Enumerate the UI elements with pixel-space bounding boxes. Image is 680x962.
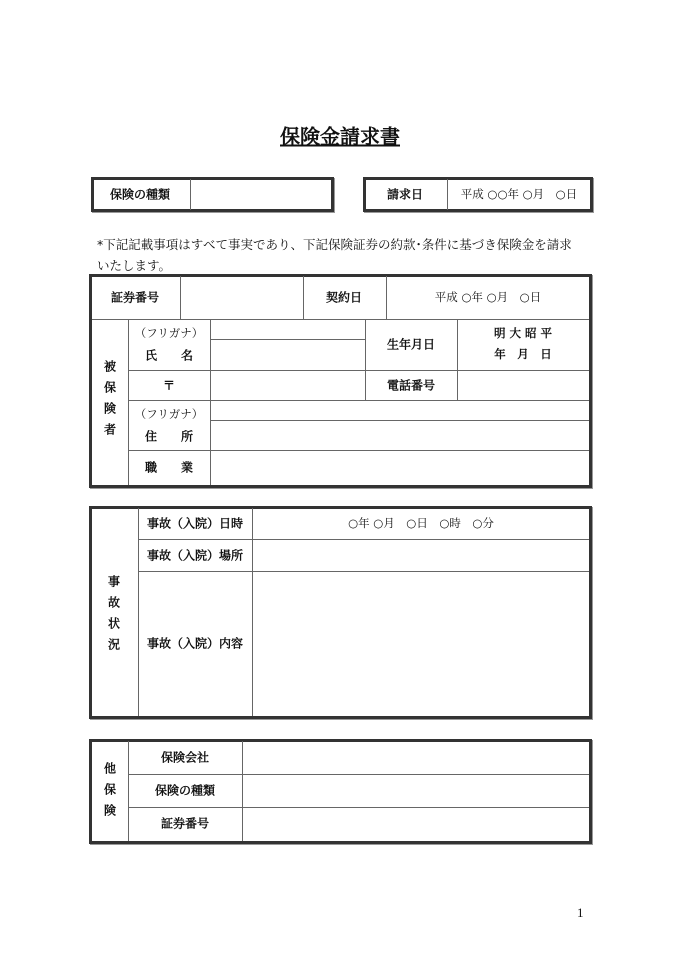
other-insurance-section-label: 他保険: [102, 762, 117, 825]
name-furigana-label: （フリガナ）: [134, 326, 204, 340]
divider: [128, 807, 589, 808]
era-options: 明 大 昭 平: [493, 326, 553, 340]
divider: [128, 400, 589, 401]
insurance-company-label: 保険会社: [160, 750, 210, 765]
divider: [92, 319, 589, 320]
divider: [128, 370, 589, 371]
claim-date-label: 請求日: [386, 187, 424, 202]
divider: [138, 571, 589, 572]
birth-ymd: 年 月 日: [494, 347, 552, 361]
page-number: 1: [577, 905, 584, 920]
accident-datetime-label: 事故（入院）日時: [146, 516, 244, 531]
name-label: 氏 名: [144, 348, 194, 363]
address-furigana-label: （フリガナ）: [134, 407, 204, 421]
divider: [128, 741, 129, 841]
divider: [210, 319, 211, 485]
divider: [210, 420, 589, 421]
divider: [210, 339, 365, 340]
divider: [128, 450, 589, 451]
occupation-label: 職 業: [144, 460, 194, 475]
page-title: 保険金請求書: [280, 124, 400, 149]
divider: [128, 774, 589, 775]
divider: [128, 319, 129, 485]
note-line-1: *下記記載事項はすべて事実であり、下記保険証券の約款･条件に基づき保険金を請求: [97, 237, 572, 252]
note-line-2: いたします。: [97, 258, 172, 273]
divider: [180, 276, 181, 319]
contract-date-label: 契約日: [325, 290, 363, 305]
phone-label: 電話番号: [386, 378, 436, 393]
divider: [242, 741, 243, 841]
divider: [365, 319, 366, 400]
accident-table: [89, 506, 592, 719]
accident-section-label: 事故状況: [106, 575, 121, 659]
divider: [190, 179, 191, 210]
contract-date-value: 平成 ○年 ○月 ○日: [434, 290, 542, 304]
divider: [303, 276, 304, 319]
address-label: 住 所: [144, 429, 194, 444]
insurance-type-label: 保険の種類: [109, 187, 171, 202]
insured-section-label: 被保険者: [102, 360, 117, 444]
other-policy-number-label: 証券番号: [160, 816, 210, 831]
birth-date-label: 生年月日: [386, 337, 436, 352]
accident-content-label: 事故（入院）内容: [146, 636, 244, 651]
divider: [386, 276, 387, 319]
divider: [457, 319, 458, 400]
accident-datetime-value: ○年 ○月 ○日 ○時 ○分: [348, 516, 494, 530]
other-insurance-type-label: 保険の種類: [154, 783, 216, 798]
divider: [447, 179, 448, 210]
accident-place-label: 事故（入院）場所: [146, 548, 244, 563]
divider: [138, 539, 589, 540]
claim-date-value: 平成 ○○年 ○月 ○日: [460, 187, 578, 201]
postal-label: 〒: [162, 378, 176, 393]
policy-number-label: 証券番号: [110, 290, 160, 305]
